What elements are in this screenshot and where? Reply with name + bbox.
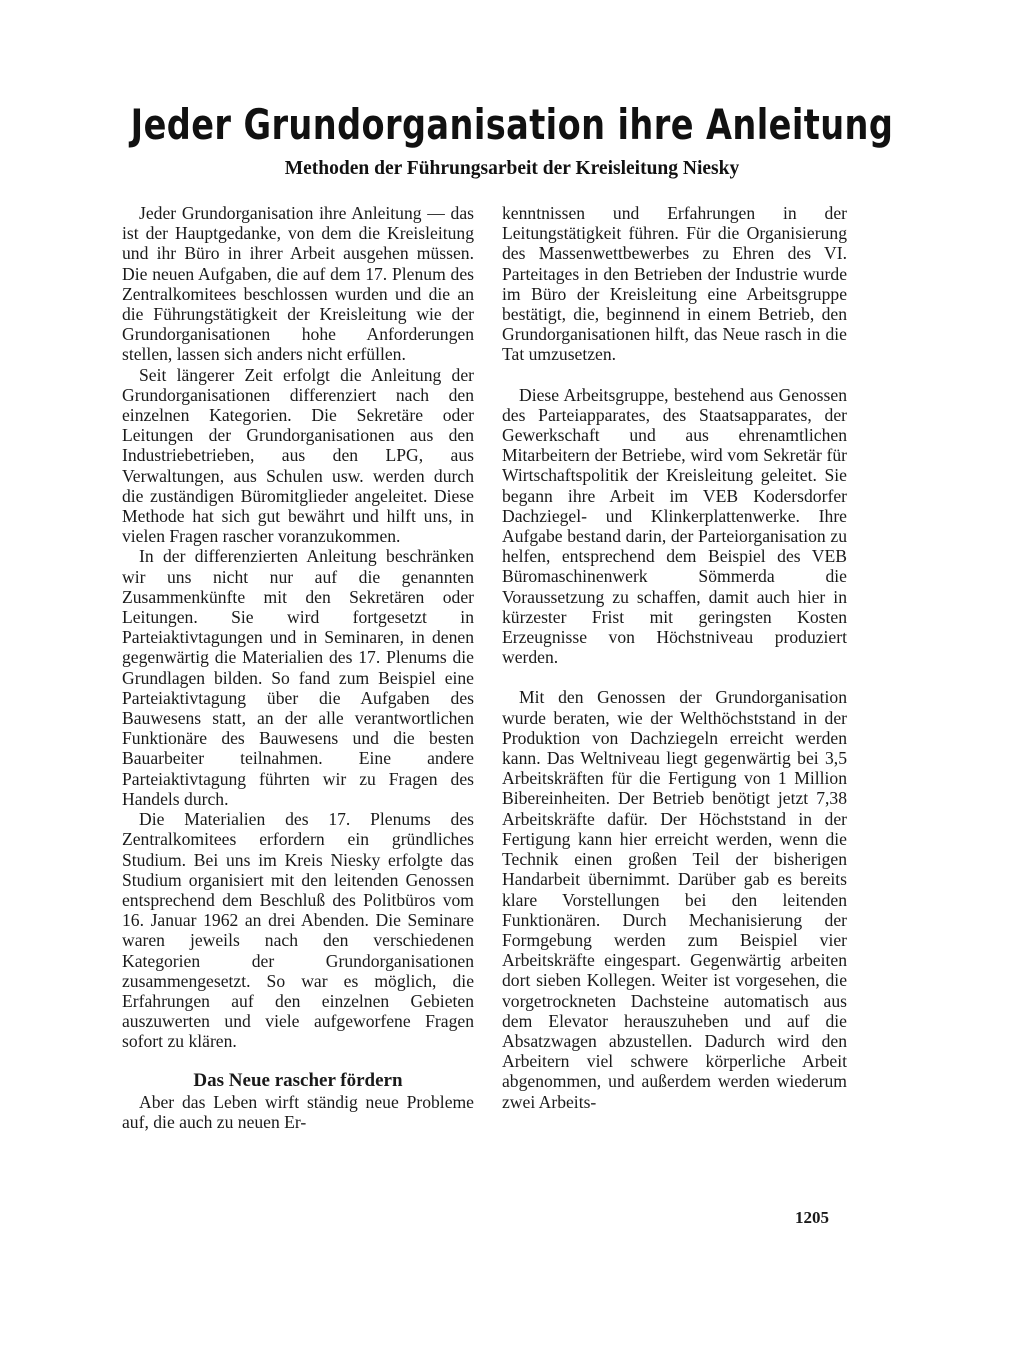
paragraph: Die Materialien des 17. Plenums des Zentralkomitees erfordern ein gründliches Studium. Bei uns im Kreis Niesky erfolgte das Studium organisiert mit den leitenden Genossen entsprechend dem Beschluß des Politbüros vom 16. Januar 1962 an drei Abenden. Die Seminare waren jeweils nach den verschiedenen Kategorien der Grundorganisationen zusammengesetzt. So war es möglich, die Erfahrungen auf den einzelnen Gebieten auszuwerten und viele aufgeworfene Fragen sofort zu klären. bbox=[122, 809, 474, 1052]
paragraph: Jeder Grundorganisation ihre Anleitung — das ist der Hauptgedanke, von dem die Kreisleitung und ihr Büro in ihrer Arbeit ausgehen müssen. Die neuen Aufgaben, die auf dem 17. Plenum des Zentralkomitees beschlossen wurden und die an die Führungstätigkeit der Kreisleitung wie der Grundorganisationen hohe Anforderungen stellen, lassen sich anders nicht erfüllen. bbox=[122, 203, 474, 365]
paragraph: Mit den Genossen der Grundorganisation wurde beraten, wie der Welthöchststand in der Produktion von Dachziegeln erreicht werden kann. Das Weltniveau liegt gegenwärtig bei 3,5 Arbeitskräften für die Fertigung von 1 Million Bibereinheiten. Der Betrieb benötigt jetzt 7,38 Arbeitskräfte dafür. Der Höchststand in der Fertigung kann hier erreicht werden, wenn die Technik einen großen Teil der bisherigen Handarbeit übernimmt. Darüber gab es bereits klare Vorstellungen bei den leitenden Funktionären. Durch Mechanisierung der Formgebung werden zum Beispiel vier Arbeitskräfte eingespart. Gegenwärtig arbeiten dort sieben Kollegen. Weiter ist vorgesehen, die vorgetrockneten Dachsteine automatisch aus dem Elevator herauszuheben und auf die Absatzwagen abzustellen. Dadurch wird den Arbeitern viel schwere körperliche Arbeit abgenommen, und außerdem werden wiederum zwei Arbeits- bbox=[502, 687, 847, 1112]
section-heading: Das Neue rascher fördern bbox=[193, 1069, 403, 1091]
page-number: 1205 bbox=[795, 1208, 829, 1227]
paragraph: Aber das Leben wirft ständig neue Probleme auf, die auch zu neuen Er- bbox=[122, 1091, 474, 1132]
article-subtitle: Methoden der Führungsarbeit der Kreisleitung Niesky bbox=[284, 158, 740, 179]
left-column bbox=[122, 203, 474, 1132]
right-column bbox=[502, 203, 847, 1112]
paragraph: In der differenzierten Anleitung beschränken wir uns nicht nur auf die genannten Zusammenkünfte mit den Sekretären oder Leitungen. Sie wird fortgesetzt in Parteiaktivtagungen und in Seminaren, in denen gegenwärtig die Materialien des 17. Plenums die Grundlagen bilden. So fand zum Beispiel eine Parteiaktivtagung über die Aufgaben des Bauwesens statt, an der alle verantwortlichen Funktionäre des Bauwesens und die besten Bauarbeiter teilnahmen. Eine andere Parteiaktivtagung führten wir zu Fragen des Handels durch. bbox=[122, 546, 474, 809]
article-title: Jeder Grundorganisation ihre Anleitung bbox=[130, 100, 894, 149]
paragraph: kenntnissen und Erfahrungen in der Leitungstätigkeit führen. Für die Organisierung des Massenwettbewerbes zu Ehren des VI. Parteitages in den Betrieben der Industrie wurde im Büro der Kreisleitung eine Arbeitsgruppe bestätigt, die, beginnend in einem Betrieb, den Grundorganisationen hilft, das Neue rasch in die Tat umzusetzen. bbox=[502, 203, 847, 365]
paragraph: Seit längerer Zeit erfolgt die Anleitung der Grundorganisationen differenziert nach den einzelnen Kategorien. Die Sekretäre oder Leitungen der Grundorganisationen aus den Industriebetrieben, aus den LPG, aus Verwaltungen, aus Schulen usw. werden durch die zuständigen Büromitglieder angeleitet. Diese Methode hat sich gut bewährt und hilft uns, in vielen Fragen rascher voranzukommen. bbox=[122, 364, 474, 547]
paragraph: Diese Arbeitsgruppe, bestehend aus Genossen des Parteiapparates, des Staatsapparates, der Gewerkschaft und aus ehrenamtlichen Mitarbeitern der Betriebe, wird vom Sekretär für Wirtschaftspolitik der Kreisleitung geleitet. Sie begann ihre Arbeit im VEB Kodersdorfer Dachziegel- und Klinkerplattenwerke. Ihre Aufgabe bestand darin, der Parteiorganisation zu helfen, entsprechend dem Beispiel des VEB Büromaschinenwerk Sömmerda die Voraussetzung zu schaffen, damit auch hier in kürzester Frist mit geringsten Kosten Erzeugnisse von Höchstniveau produziert werden. bbox=[502, 384, 847, 668]
